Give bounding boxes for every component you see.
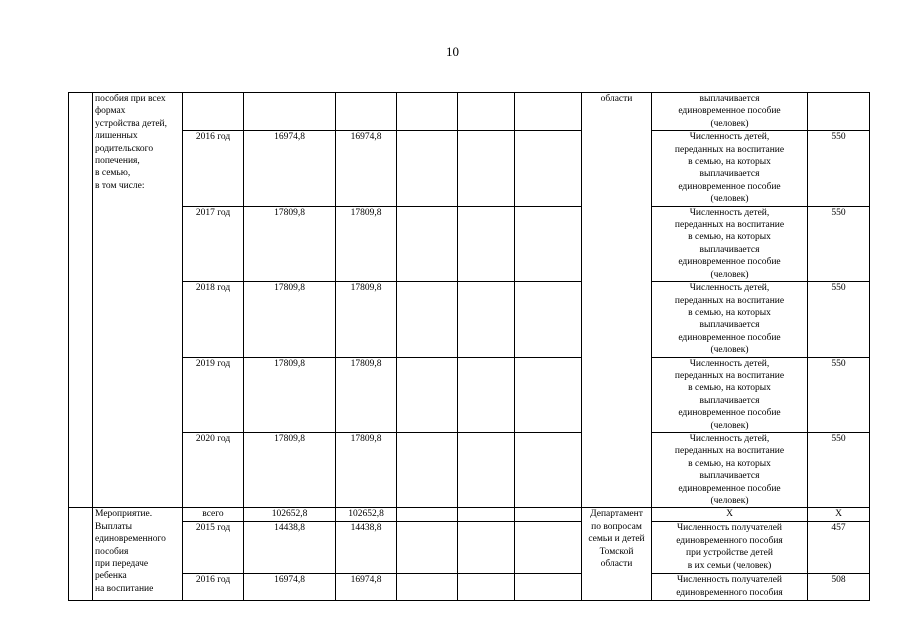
empty-cell	[397, 93, 458, 131]
number-cell	[69, 508, 93, 601]
empty-cell	[397, 282, 458, 357]
indicator-cell: Численность детей, переданных на воспитание в семью, на которых выплачивается единовременное пособие (человек)	[652, 357, 808, 432]
table-row	[69, 357, 870, 432]
empty-cell	[397, 131, 458, 206]
empty-cell	[397, 522, 458, 574]
empty-cell	[515, 522, 582, 574]
empty-cell	[458, 93, 515, 131]
total-cell: 16974,8	[244, 131, 336, 206]
empty-cell	[458, 574, 515, 601]
regional-cell: 17809,8	[336, 282, 397, 357]
year-cell	[183, 93, 244, 131]
year-cell: 2017 год	[183, 206, 244, 281]
regional-cell: 17809,8	[336, 357, 397, 432]
total-cell: 102652,8	[244, 508, 336, 522]
value-cell: 550	[808, 432, 870, 507]
total-cell: 16974,8	[244, 574, 336, 601]
executor-cell: Департамент по вопросам семьи и детей Томской области	[582, 508, 652, 601]
regional-cell	[336, 93, 397, 131]
empty-cell	[515, 206, 582, 281]
value-cell: 550	[808, 357, 870, 432]
empty-cell	[458, 206, 515, 281]
empty-cell	[397, 432, 458, 507]
empty-cell	[458, 131, 515, 206]
empty-cell	[515, 282, 582, 357]
value-cell: 550	[808, 131, 870, 206]
indicator-cell: Численность детей, переданных на воспитание в семью, на которых выплачивается единовременное пособие (человек)	[652, 432, 808, 507]
empty-cell	[458, 432, 515, 507]
empty-cell	[515, 432, 582, 507]
empty-cell	[397, 574, 458, 601]
empty-cell	[515, 574, 582, 601]
value-cell	[808, 93, 870, 131]
value-cell: 508	[808, 574, 870, 601]
regional-cell: 16974,8	[336, 131, 397, 206]
total-cell	[244, 93, 336, 131]
indicator-cell: Численность детей, переданных на воспитание в семью, на которых выплачивается единовременное пособие (человек)	[652, 131, 808, 206]
empty-cell	[515, 131, 582, 206]
empty-cell	[515, 93, 582, 131]
value-cell: Х	[808, 508, 870, 522]
table-row	[69, 574, 870, 601]
year-cell: всего	[183, 508, 244, 522]
year-cell: 2016 год	[183, 131, 244, 206]
program-table	[68, 92, 870, 601]
empty-cell	[397, 206, 458, 281]
value-cell: 550	[808, 206, 870, 281]
value-cell: 550	[808, 282, 870, 357]
page-number: 10	[446, 44, 459, 59]
indicator-cell: Численность получателей единовременного пособия при устройстве детей в их семьи (человек)	[652, 522, 808, 574]
empty-cell	[458, 522, 515, 574]
year-cell: 2020 год	[183, 432, 244, 507]
regional-cell: 14438,8	[336, 522, 397, 574]
indicator-cell: выплачивается единовременное пособие (человек)	[652, 93, 808, 131]
total-cell: 17809,8	[244, 282, 336, 357]
total-cell: 17809,8	[244, 357, 336, 432]
regional-cell: 17809,8	[336, 206, 397, 281]
year-cell: 2015 год	[183, 522, 244, 574]
table-row	[69, 206, 870, 281]
table-row	[69, 282, 870, 357]
number-cell	[69, 93, 93, 508]
empty-cell	[458, 282, 515, 357]
total-cell: 17809,8	[244, 432, 336, 507]
table-row	[69, 93, 870, 131]
activity-description: Мероприятие. Выплаты единовременного пособия при передаче ребенка на воспитание	[93, 508, 183, 601]
table-row	[69, 131, 870, 206]
regional-cell: 17809,8	[336, 432, 397, 507]
year-cell: 2018 год	[183, 282, 244, 357]
activity-description: пособия при всех формах устройства детей, лишенных родительского попечения, в семью, в том числе:	[93, 93, 183, 508]
indicator-cell: Численность получателей единовременного пособия	[652, 574, 808, 601]
empty-cell	[515, 357, 582, 432]
table-row	[69, 508, 870, 522]
table-row	[69, 432, 870, 507]
regional-cell: 16974,8	[336, 574, 397, 601]
regional-cell: 102652,8	[336, 508, 397, 522]
table-row	[69, 522, 870, 574]
indicator-cell: Численность детей, переданных на воспитание в семью, на которых выплачивается единовременное пособие (человек)	[652, 282, 808, 357]
value-cell: 457	[808, 522, 870, 574]
indicator-cell: Численность детей, переданных на воспитание в семью, на которых выплачивается единовременное пособие (человек)	[652, 206, 808, 281]
year-cell: 2019 год	[183, 357, 244, 432]
total-cell: 17809,8	[244, 206, 336, 281]
indicator-cell: Х	[652, 508, 808, 522]
empty-cell	[515, 508, 582, 522]
total-cell: 14438,8	[244, 522, 336, 574]
empty-cell	[397, 357, 458, 432]
empty-cell	[397, 508, 458, 522]
empty-cell	[458, 357, 515, 432]
executor-cell: области	[582, 93, 652, 508]
empty-cell	[458, 508, 515, 522]
year-cell: 2016 год	[183, 574, 244, 601]
